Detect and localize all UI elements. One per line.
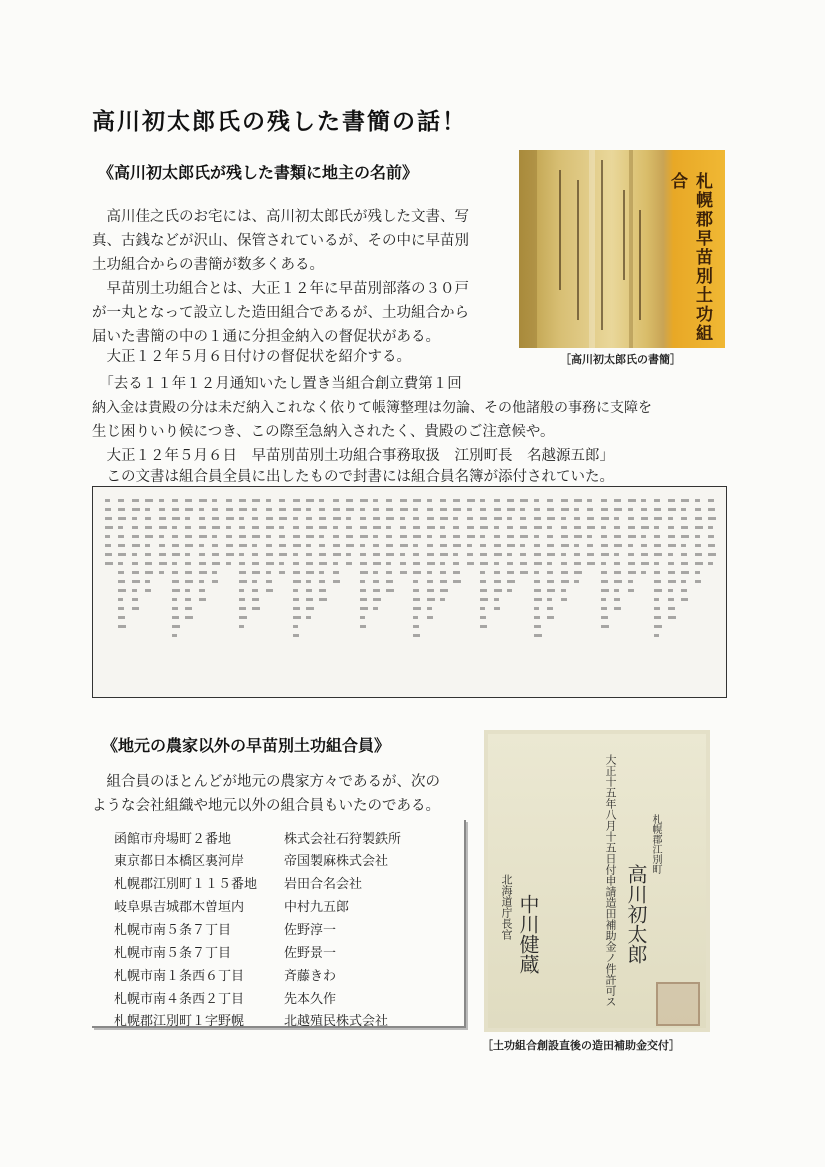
roster-handwriting-column	[159, 499, 167, 580]
roster-handwriting-column	[293, 499, 301, 643]
letter-photo-caption: ［高川初太郎氏の書簡］	[560, 353, 681, 366]
member-name: 北越殖民株式会社	[284, 1014, 389, 1029]
roster-handwriting-column	[360, 499, 368, 634]
text-line: 納入金は貴殿の分は未だ納入これなく依りて帳簿整理は勿論、その他諸般の事務に支障を	[92, 400, 652, 416]
section2-heading: 《地元の農家以外の早苗別土功組合員》	[102, 736, 391, 755]
member-name: 岩田合名会社	[284, 877, 363, 892]
roster-handwriting-column	[413, 499, 421, 643]
roster-handwriting-column	[400, 499, 408, 580]
member-name: 佐野淳一	[284, 923, 337, 938]
roster-handwriting-column	[507, 499, 515, 598]
roster-handwriting-column	[467, 499, 475, 571]
roster-handwriting-column	[574, 499, 582, 589]
roster-handwriting-column	[534, 499, 542, 643]
subsidy-document-image	[484, 730, 710, 1032]
subsidy-doc-text: 北海道庁長官	[500, 874, 513, 940]
roster-handwriting-column	[212, 499, 220, 589]
member-address: 札幌郡江別町１字野幌	[114, 1014, 245, 1029]
roster-handwriting-column	[427, 499, 435, 625]
member-address: 札幌市南５条７丁目	[114, 946, 232, 961]
roster-handwriting-column	[105, 499, 113, 571]
page-title: 高川初太郎氏の残した書簡の話！	[92, 109, 467, 135]
member-roster-image	[92, 486, 727, 698]
text-line: 大正１２年５月６日 早苗別苗別土功組合事務取扱 江別町長 名越源五郎」	[92, 448, 614, 464]
subsidy-doc-text: 札幌郡江別町	[650, 814, 661, 874]
roster-handwriting-column	[440, 499, 448, 607]
roster-handwriting-column	[373, 499, 381, 616]
text-line: が一丸となって設立した造田組合であるが、土功組合から	[92, 305, 469, 321]
member-name: 中村九五郎	[284, 900, 350, 915]
roster-handwriting-column	[614, 499, 622, 616]
member-address: 札幌市南４条西２丁目	[114, 992, 245, 1007]
roster-handwriting-column	[239, 499, 247, 634]
member-name: 先本久作	[284, 992, 337, 1007]
roster-handwriting-column	[252, 499, 260, 616]
member-table	[92, 820, 466, 1028]
text-line: この文書は組合員全員に出したもので封書には組合員名簿が添付されていた。	[92, 469, 614, 485]
subsidy-doc-text: 高川初太郎	[624, 864, 648, 964]
roster-handwriting-column	[266, 499, 274, 598]
member-address: 東京都日本橋区裏河岸	[114, 854, 245, 869]
subsidy-doc-text: 大正十五年八月十五日付申請造田補助金ノ件許可ス	[604, 754, 617, 1007]
text-line: 届いた書簡の中の１通に分担金納入の督促状がある。	[92, 329, 440, 345]
roster-handwriting-column	[386, 499, 394, 598]
member-name: 株式会社石狩製鉄所	[284, 832, 402, 847]
roster-handwriting-column	[199, 499, 207, 607]
roster-handwriting-column	[172, 499, 180, 643]
roster-handwriting-column	[494, 499, 502, 616]
roster-handwriting-column	[587, 499, 595, 571]
subsidy-doc-text: 中川健蔵	[516, 894, 540, 974]
member-address: 岐阜県吉城郡木曽垣内	[114, 900, 245, 915]
roster-handwriting-column	[708, 499, 716, 571]
roster-handwriting-column	[453, 499, 461, 589]
roster-handwriting-column	[681, 499, 689, 607]
roster-handwriting-column	[641, 499, 649, 580]
member-address: 札幌郡江別町１１５番地	[114, 877, 258, 892]
roster-handwriting-column	[654, 499, 662, 643]
letter-photo	[519, 150, 725, 348]
roster-handwriting-column	[333, 499, 341, 589]
roster-handwriting-column	[319, 499, 327, 607]
roster-handwriting-column	[145, 499, 153, 598]
member-name: 帝国製麻株式会社	[284, 854, 389, 869]
roster-handwriting-column	[561, 499, 569, 607]
roster-handwriting-column	[279, 499, 287, 580]
roster-handwriting-column	[695, 499, 703, 589]
roster-handwriting-column	[480, 499, 488, 634]
roster-handwriting-column	[132, 499, 140, 616]
official-seal	[656, 982, 700, 1026]
roster-handwriting-column	[185, 499, 193, 625]
roster-handwriting-column	[668, 499, 676, 625]
section1-heading: 《高川初太郎氏が残した書類に地主の名前》	[98, 163, 419, 182]
text-line: 大正１２年５月６日付けの督促状を紹介する。	[92, 349, 411, 365]
text-line: 早苗別土功組合とは、大正１２年に早苗別部落の３０戸	[92, 281, 469, 297]
roster-handwriting-column	[226, 499, 234, 571]
text-line: 高川佳之氏のお宅には、高川初太郎氏が残した文書、写	[92, 209, 469, 225]
roster-handwriting-column	[601, 499, 609, 634]
roster-handwriting-column	[346, 499, 354, 571]
member-address: 函館市舟場町２番地	[114, 832, 232, 847]
roster-handwriting-column	[118, 499, 126, 634]
text-line: ような会社組織や地元以外の組合員もいたのである。	[92, 798, 440, 814]
subsidy-document-caption: ［土功組合創設直後の造田補助金交付］	[482, 1039, 680, 1052]
roster-handwriting-column	[520, 499, 528, 580]
section2-body	[92, 770, 482, 818]
roster-handwriting-column	[628, 499, 636, 598]
text-line: 組合員のほとんどが地元の農家方々であるが、次の	[92, 774, 440, 790]
section1-body-quote	[92, 372, 742, 444]
text-line: 生じ困りいり候につき、この際至急納入されたく、貴殿のご注意候や。	[92, 424, 555, 440]
member-name: 佐野景一	[284, 946, 337, 961]
text-line: 真、古銭などが沢山、保管されているが、その中に早苗別	[92, 233, 469, 249]
member-address: 札幌市南５条７丁目	[114, 923, 232, 938]
roster-handwriting-column	[306, 499, 314, 625]
letter-photo-label: 札幌郡早苗別土功組合	[667, 172, 712, 343]
text-line: 「去る１１年１２月通知いたし置き当組合創立費第１回	[92, 376, 462, 392]
section1-body-narrow	[92, 205, 522, 369]
member-name: 斉藤きわ	[284, 969, 337, 984]
text-line: 土功組合からの書簡が数多くある。	[92, 257, 324, 273]
roster-handwriting-column	[547, 499, 555, 625]
member-address: 札幌市南１条西６丁目	[114, 969, 245, 984]
